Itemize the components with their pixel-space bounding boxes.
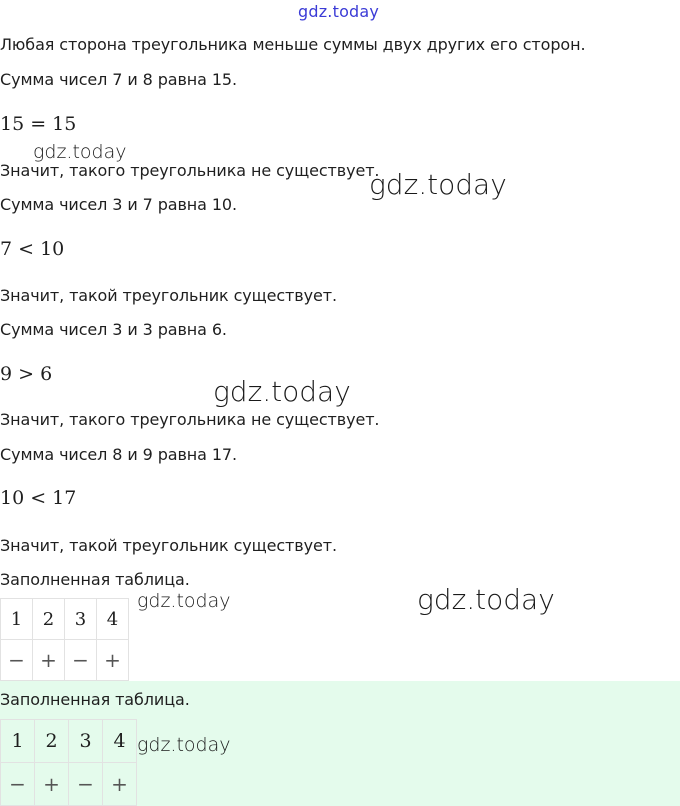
- sum-line-3: Сумма чисел 3 и 3 равна 6.: [0, 320, 227, 339]
- answer-title: Заполненная таблица.: [0, 690, 190, 709]
- table-cell: +: [97, 640, 129, 681]
- table-cell: 4: [97, 599, 129, 640]
- comparison-2: 7 < 10: [0, 238, 65, 260]
- watermark: gdz.today: [213, 375, 351, 408]
- table-cell: 4: [103, 720, 137, 763]
- answer-table: [0, 719, 137, 806]
- table-cell: +: [103, 763, 137, 806]
- watermark-top: gdz.today: [298, 2, 380, 21]
- table-title: Заполненная таблица.: [0, 570, 190, 589]
- rule-text: Любая сторона треугольника меньше суммы двух других его сторон.: [0, 35, 586, 54]
- table-cell: +: [35, 763, 69, 806]
- table-cell: 2: [33, 599, 65, 640]
- conclusion-2: Значит, такой треугольник существует.: [0, 286, 337, 305]
- table-row: [1, 720, 137, 763]
- watermark: gdz.today: [417, 583, 555, 616]
- table-cell: −: [69, 763, 103, 806]
- comparison-1: 15 = 15: [0, 113, 77, 135]
- watermark: gdz.today: [33, 141, 127, 163]
- sum-line-4: Сумма чисел 8 и 9 равна 17.: [0, 445, 237, 464]
- table-cell: −: [1, 763, 35, 806]
- sum-line-1: Сумма чисел 7 и 8 равна 15.: [0, 70, 237, 89]
- conclusion-3: Значит, такого треугольника не существует.: [0, 410, 380, 429]
- sum-line-2: Сумма чисел 3 и 7 равна 10.: [0, 195, 237, 214]
- table-cell: −: [65, 640, 97, 681]
- table-cell: 3: [69, 720, 103, 763]
- table-row: [1, 763, 137, 806]
- table-cell: 1: [1, 599, 33, 640]
- conclusion-4: Значит, такой треугольник существует.: [0, 536, 337, 555]
- watermark: gdz.today: [369, 168, 507, 201]
- comparison-3: 9 > 6: [0, 363, 53, 385]
- filled-table: [0, 598, 129, 681]
- table-cell: 1: [1, 720, 35, 763]
- table-cell: 2: [35, 720, 69, 763]
- conclusion-1: Значит, такого треугольника не существует.: [0, 161, 380, 180]
- table-row: [1, 640, 129, 681]
- watermark: gdz.today: [137, 734, 231, 756]
- table-cell: −: [1, 640, 33, 681]
- table-cell: 3: [65, 599, 97, 640]
- table-row: [1, 599, 129, 640]
- watermark: gdz.today: [137, 590, 231, 612]
- comparison-4: 10 < 17: [0, 487, 77, 509]
- table-cell: +: [33, 640, 65, 681]
